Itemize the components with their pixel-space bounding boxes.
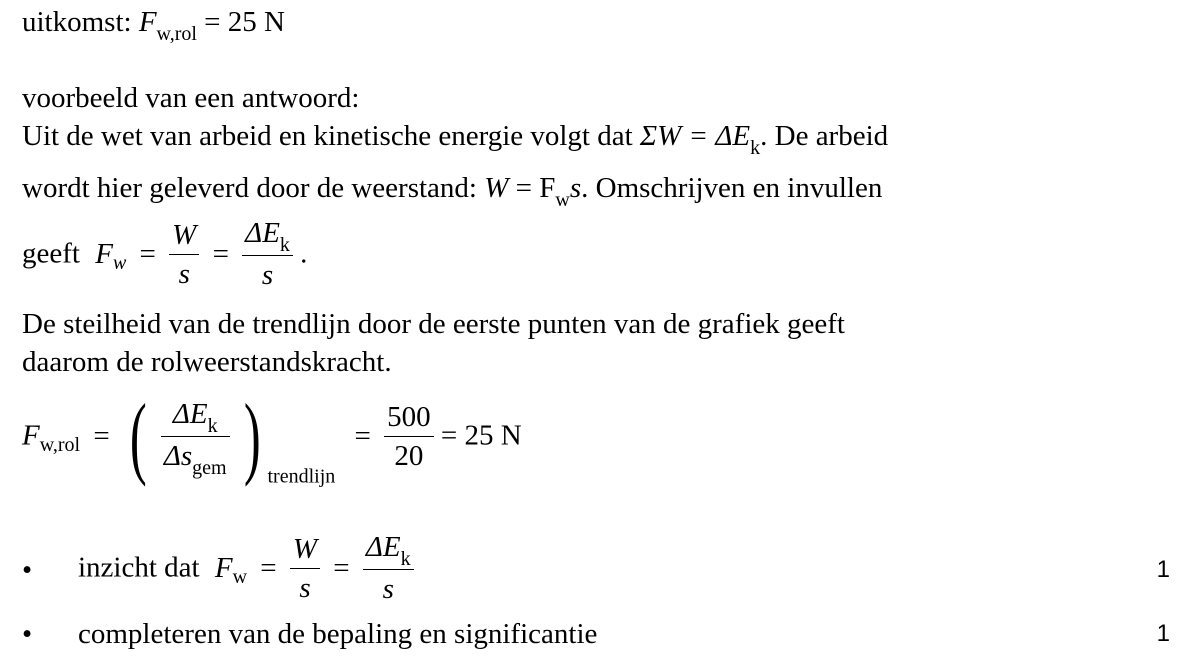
text: geeft [22, 237, 80, 270]
fraction-denominator: 20 [394, 439, 424, 472]
equals-sign: = [354, 419, 371, 452]
score-points: 1 [1156, 620, 1170, 647]
slope-formula [22, 385, 522, 489]
fraction-ek-over-s-gem [161, 397, 230, 479]
formula-subscript: k [279, 234, 290, 256]
formula-subscript: k [750, 137, 761, 159]
fraction-numerator [363, 530, 414, 570]
formula-symbol: F [214, 551, 233, 584]
left-parenthesis: ( [129, 385, 147, 487]
bullet-text: completeren van de bepaling en significantie [78, 618, 598, 650]
period: . [300, 237, 308, 270]
bullet-text [78, 530, 414, 606]
fraction-denominator: s [382, 573, 394, 605]
fraction-numerator: W [169, 218, 199, 255]
formula-subscript: w,rol [39, 433, 81, 456]
trendlijn-subscript: trendlijn [267, 465, 336, 488]
uitkomst-line [22, 6, 285, 45]
formula-subscript: k [207, 414, 218, 437]
text: . De arbeid [760, 120, 889, 152]
text: wordt hier geleverd door de weerstand: [22, 172, 485, 204]
text: inzicht dat [78, 551, 200, 584]
paragraph-line-1 [22, 120, 889, 159]
equals-sign: = [93, 419, 110, 452]
fraction-ek-over-s [363, 530, 414, 606]
equals-sign: = [333, 551, 350, 584]
formula-result: = 25 N [440, 419, 522, 452]
formula-symbol: ΔE [245, 217, 280, 249]
fraction-numerator [161, 397, 230, 437]
fraction-denominator [161, 437, 230, 479]
fraction-numerator: W [290, 532, 320, 569]
equals-sign: = [260, 551, 277, 584]
formula-subscript: w [112, 251, 127, 274]
fraction-denominator: s [261, 259, 274, 291]
fraction-denominator: s [178, 257, 190, 290]
voorbeeld-heading: voorbeeld van een antwoord: [22, 82, 360, 114]
formula-symbol: F [22, 419, 40, 452]
formula-symbol: Δs [163, 439, 193, 472]
text: . Omschrijven en invullen [581, 172, 883, 204]
formula-symbol: W [484, 172, 509, 204]
formula-subscript: w,rol [156, 23, 197, 45]
fraction-ek-over-s [242, 216, 293, 292]
formula-symbol: ΔE [365, 531, 401, 563]
fraction-w-over-s [290, 532, 320, 605]
paragraph-line-3 [22, 216, 307, 292]
fraction-numerator: 500 [384, 400, 434, 437]
fraction-denominator: s [299, 571, 311, 604]
bullet-symbol: • [22, 554, 33, 586]
formula-subscript: k [400, 548, 411, 570]
bullet-symbol: • [22, 618, 33, 650]
equals-sign: = [139, 237, 156, 270]
formula-symbol: F [138, 6, 157, 38]
text: Uit de wet van arbeid en kinetische energie volgt dat [22, 120, 640, 152]
fraction-w-over-s [169, 218, 199, 291]
fraction-500-over-20 [384, 400, 434, 473]
formula-part: = F [508, 172, 556, 204]
formula-subscript: gem [192, 456, 227, 479]
fraction-numerator [242, 216, 293, 256]
formula-symbol: ΔE [172, 397, 208, 430]
uitkomst-formula [138, 6, 285, 45]
uitkomst-label: uitkomst: [22, 6, 132, 38]
right-parenthesis: ) [243, 385, 261, 487]
formula-work-energy: ΣW = ΔE [639, 120, 751, 152]
formula-symbol: F [95, 237, 113, 270]
score-points: 1 [1156, 556, 1170, 583]
formula-symbol: s [569, 172, 582, 204]
paragraph-line-5: daarom de rolweerstandskracht. [22, 346, 392, 378]
equals-sign: = [212, 237, 229, 270]
formula-subscript: w [232, 565, 248, 588]
formula-value: = 25 N [196, 6, 285, 38]
paragraph-line-4: De steilheid van de trendlijn door de eerste punten van de grafiek geeft [22, 308, 845, 340]
paragraph-line-2 [22, 172, 883, 211]
formula-subscript: w [555, 189, 570, 211]
